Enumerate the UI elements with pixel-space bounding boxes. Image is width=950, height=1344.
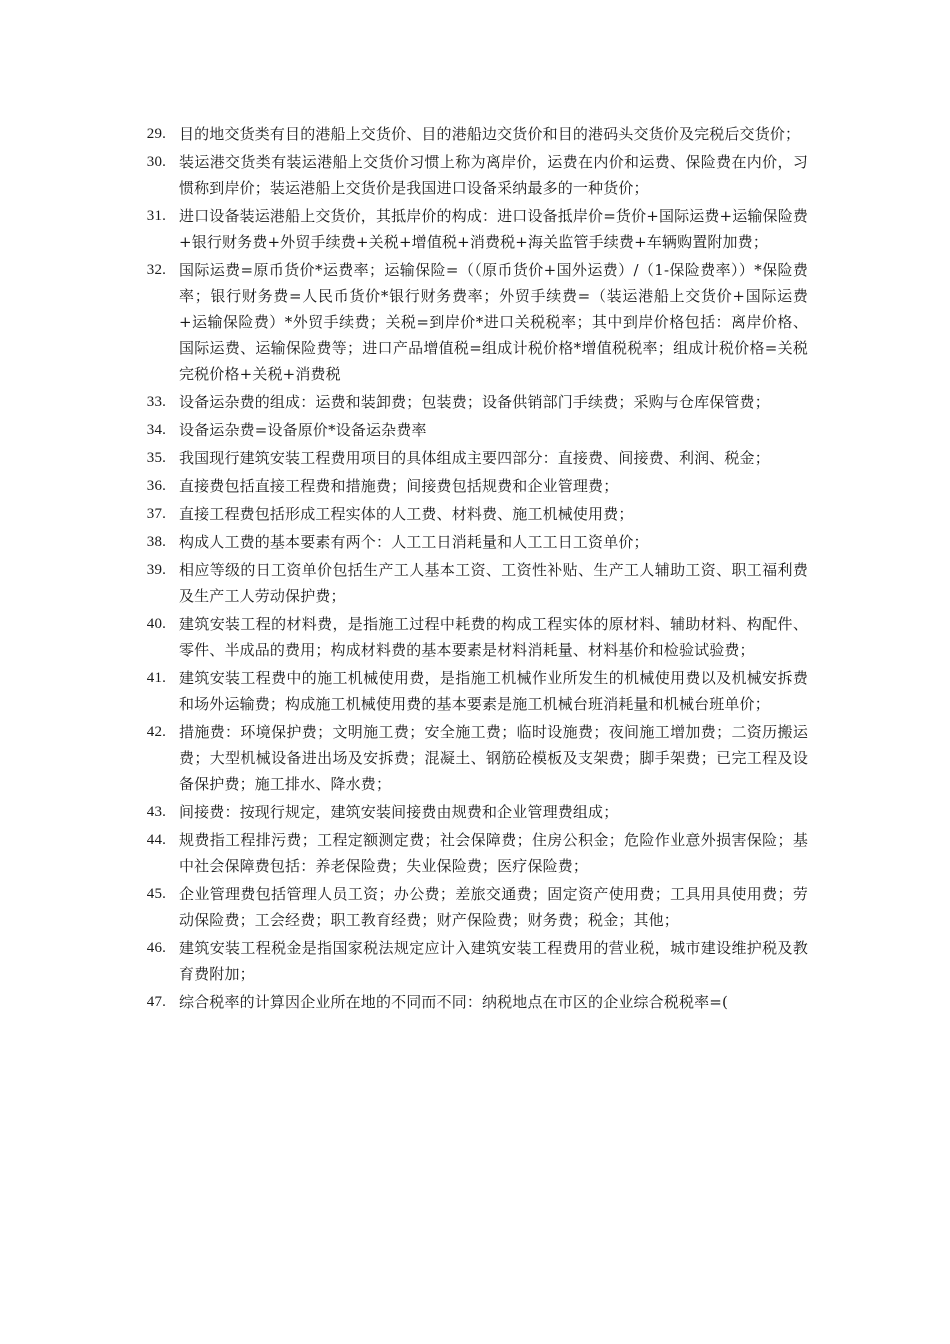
item-number: 38. [146, 534, 166, 550]
list-item [128, 473, 808, 499]
list-item [128, 989, 808, 1015]
item-number: 36. [146, 478, 166, 494]
item-text: 措施费：环境保护费；文明施工费；安全施工费；临时设施费；夜间施工增加费；二资历搬运费；大型机械设备进出场及安拆费；混凝土、钢筋砼模板及支架费；脚手架费；已完工程及设备保护费；施工排水、降水费； [179, 723, 808, 793]
item-number: 37. [146, 506, 166, 522]
item-text: 建筑安装工程税金是指国家税法规定应计入建筑安装工程费用的营业税，城市建设维护税及教育费附加； [179, 939, 808, 983]
item-text: 间接费：按现行规定，建筑安装间接费由规费和企业管理费组成； [179, 803, 619, 821]
list-item [128, 611, 808, 663]
list-item [128, 257, 808, 387]
item-number: 30. [146, 154, 166, 170]
item-number: 42. [146, 724, 166, 740]
item-text: 相应等级的日工资单价包括生产工人基本工资、工资性补贴、生产工人辅助工资、职工福利费及生产工人劳动保护费； [179, 561, 808, 605]
list-item [128, 799, 808, 825]
list-item [128, 501, 808, 527]
item-text: 建筑安装工程的材料费，是指施工过程中耗费的构成工程实体的原材料、辅助材料、构配件、零件、半成品的费用；构成材料费的基本要素是材料消耗量、材料基价和检验试验费； [179, 615, 808, 659]
item-text: 装运港交货类有装运港船上交货价习惯上称为离岸价，运费在内价和运费、保险费在内价，习惯称到岸价；装运港船上交货价是我国进口设备采纳最多的一种货价； [179, 153, 808, 197]
list-item [128, 935, 808, 987]
item-number: 45. [146, 886, 166, 902]
list-item [128, 529, 808, 555]
item-text: 我国现行建筑安装工程费用项目的具体组成主要四部分：直接费、间接费、利润、税金； [179, 449, 770, 467]
item-number: 44. [146, 832, 166, 848]
item-text: 企业管理费包括管理人员工资；办公费；差旅交通费；固定资产使用费；工具用具使用费；劳动保险费；工会经费；职工教育经费；财产保险费；财务费；税金；其他； [179, 885, 808, 929]
item-number: 31. [146, 208, 166, 224]
list-item [128, 827, 808, 879]
item-text: 国际运费=原币货价*运费率；运输保险=（（原币货价+国外运费）/（1-保险费率））*保险费率；银行财务费=人民币货价*银行财务费率；外贸手续费=（装运港船上交货价+国际运费+运输保险费）*外贸手续费；关税=到岸价*进口关税税率；其中到岸价格包括：离岸价格、国际运费、运输保险费等；进口产品增值税=组成计税价格*增值税税率；组成计税价格=关税完税价格+关税+消费税 [179, 261, 808, 383]
item-number: 39. [146, 562, 166, 578]
numbered-list [128, 121, 808, 1017]
item-number: 40. [146, 616, 166, 632]
item-text: 直接费包括直接工程费和措施费；间接费包括规费和企业管理费； [179, 477, 619, 495]
list-item [128, 665, 808, 717]
item-number: 32. [146, 262, 166, 278]
list-item [128, 149, 808, 201]
list-item [128, 203, 808, 255]
list-item [128, 445, 808, 471]
item-text: 建筑安装工程费中的施工机械使用费，是指施工机械作业所发生的机械使用费以及机械安拆费和场外运输费；构成施工机械使用费的基本要素是施工机械台班消耗量和机械台班单价； [179, 669, 808, 713]
item-text: 构成人工费的基本要素有两个：人工工日消耗量和人工工日工资单价； [179, 533, 649, 551]
list-item [128, 881, 808, 933]
item-number: 43. [146, 804, 166, 820]
list-item [128, 121, 808, 147]
item-number: 47. [146, 994, 166, 1010]
list-item [128, 719, 808, 797]
item-text: 进口设备装运港船上交货价，其抵岸价的构成：进口设备抵岸价=货价+国际运费+运输保险费+银行财务费+外贸手续费+关税+增值税+消费税+海关监管手续费+车辆购置附加费； [179, 207, 809, 251]
item-number: 35. [146, 450, 166, 466]
item-number: 34. [146, 422, 166, 438]
list-item [128, 417, 808, 443]
item-text: 综合税率的计算因企业所在地的不同而不同：纳税地点在市区的企业综合税税率=( [179, 993, 728, 1011]
item-text: 规费指工程排污费；工程定额测定费；社会保障费；住房公积金；危险作业意外损害保险；基中社会保障费包括：养老保险费；失业保险费；医疗保险费； [179, 831, 808, 875]
list-item [128, 389, 808, 415]
item-text: 目的地交货类有目的港船上交货价、目的港船边交货价和目的港码头交货价及完税后交货价； [179, 125, 801, 143]
item-number: 33. [146, 394, 166, 410]
item-text: 设备运杂费的组成：运费和装卸费；包装费；设备供销部门手续费；采购与仓库保管费； [179, 393, 770, 411]
list-item [128, 557, 808, 609]
item-text: 直接工程费包括形成工程实体的人工费、材料费、施工机械使用费； [179, 505, 634, 523]
item-text: 设备运杂费=设备原价*设备运杂费率 [179, 421, 427, 439]
item-number: 46. [146, 940, 166, 956]
item-number: 41. [146, 670, 166, 686]
item-number: 29. [146, 126, 166, 142]
